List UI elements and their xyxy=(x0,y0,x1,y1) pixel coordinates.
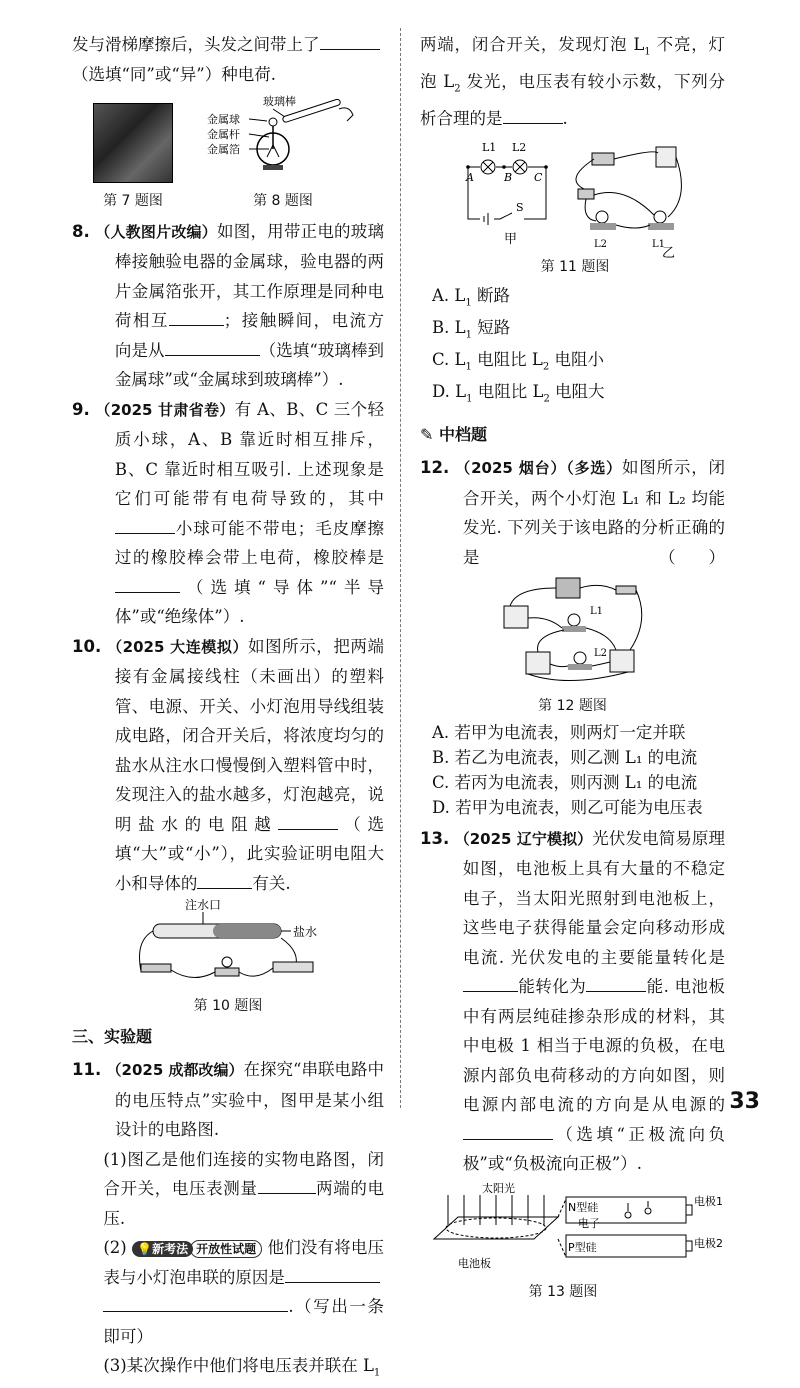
fig10-caption: 第 10 题图 xyxy=(193,997,263,1014)
label-p: P型硅 xyxy=(568,1240,597,1254)
q11-cont-text: 两端，闭合开关，发现灯泡 L xyxy=(420,35,645,54)
q7-text: 发与滑梯摩擦后，头发之间带上了 xyxy=(72,35,320,54)
right-column xyxy=(420,30,725,1302)
q9 xyxy=(72,395,384,632)
answer-blank xyxy=(586,973,646,992)
q9-number: 9. xyxy=(72,399,90,419)
q7-tail xyxy=(72,30,384,89)
q10 xyxy=(72,632,384,899)
section-medium xyxy=(420,420,725,450)
option-b: B. 若乙为电流表，则乙测 L₁ 的电流 xyxy=(432,747,698,767)
q7-hint: （选填“同”或“异”）种电荷. xyxy=(72,64,276,84)
label-brine: 盐水 xyxy=(293,925,318,939)
answer-blank xyxy=(278,811,338,830)
fig8 xyxy=(203,93,363,211)
label-n: N型硅 xyxy=(568,1200,599,1214)
q8-text: （选填“玻璃棒到金属球”或“金属球到玻璃棒”）. xyxy=(114,340,385,389)
label-inlet: 注水口 xyxy=(185,898,222,912)
page-number: 33 xyxy=(729,1089,760,1114)
fig11 xyxy=(460,139,725,277)
label-L2: L2 xyxy=(594,239,608,251)
brine-circuit-figure xyxy=(123,898,333,986)
q11-sub2-prefix: (2) xyxy=(103,1238,127,1257)
q13-text: 能转化为 xyxy=(517,977,587,997)
answer-blank xyxy=(115,515,175,534)
q11-sub3-text: (3)某次操作中他们将电压表并联在 L xyxy=(103,1356,374,1375)
answer-blank xyxy=(463,1121,553,1140)
label-L2: L2 xyxy=(593,648,607,660)
pencil-icon: ✎ xyxy=(420,424,434,444)
q11-text: 在探究“串联电路中的电压特点”实验中，图甲是某小组设计的电路图. xyxy=(114,1060,384,1139)
label-L1: L1 xyxy=(589,606,603,618)
q13-text: （选填“正极流向负极”或“负极流向正极”）. xyxy=(462,1124,725,1174)
subscript: 1 xyxy=(373,1367,381,1379)
label-L1: L1 xyxy=(482,141,497,155)
q11-cont-text: 不亮，灯泡 L xyxy=(420,35,726,91)
q12 xyxy=(420,453,725,572)
open-question-tag: 开放性试题 xyxy=(190,1240,262,1258)
label-electrode1: 电极1 xyxy=(694,1194,723,1208)
label-foil: 金属箔 xyxy=(207,143,240,156)
q11-sub1-text: (1)图乙是他们连接的实物电路图，闭合开关，电压表测量 xyxy=(103,1149,384,1198)
q11-sub2 xyxy=(72,1233,384,1351)
option-a: A. $L_1$ 断路 xyxy=(432,285,511,308)
fig12 xyxy=(420,574,725,716)
q11-sub3 xyxy=(72,1351,384,1388)
fig7-8 xyxy=(72,93,384,211)
answer-blank xyxy=(103,1293,288,1312)
answer-blank xyxy=(197,870,252,889)
label-B: B xyxy=(504,171,513,185)
q9-text: 有 A、B、C 三个轻质小球，A、B 靠近时相互排斥，B、C 靠近时相互吸引. 上述现象是它们可能带有电荷导致的，其中 xyxy=(114,399,384,508)
q11-cont-text: . xyxy=(562,108,568,128)
column-divider xyxy=(400,28,401,1108)
tag-new-text: 新考法 xyxy=(152,1241,189,1256)
option-a: A. 若甲为电流表，则两灯一定并联 xyxy=(432,722,686,742)
label-pole: 金属杆 xyxy=(207,128,240,141)
fig7 xyxy=(93,103,173,211)
q11-sub1 xyxy=(72,1145,384,1234)
q10-number: 10. xyxy=(72,636,102,656)
fig11-caption: 第 11 题图 xyxy=(540,258,610,275)
answer-paren: （ ） xyxy=(659,547,725,567)
left-column xyxy=(72,30,384,1388)
subscript: 1 xyxy=(644,46,651,58)
label-panel: 电池板 xyxy=(458,1256,491,1270)
option-b: B. $L_1$ 短路 xyxy=(432,317,511,341)
label-ball: 金属球 xyxy=(207,113,240,126)
q11-options xyxy=(420,283,725,412)
answer-blank xyxy=(115,574,180,593)
q10-text: 如图所示，把两端接有金属接线柱（未画出）的塑料管、电源、开关、小灯泡用导线组装成电路，闭合开关后，将浓度均匀的盐水从注水口慢慢倒入塑料管中时，发现注入的盐水越多，灯泡越亮，说明盐水的电阻越 xyxy=(114,636,384,834)
label-rod: 玻璃棒 xyxy=(263,95,296,108)
fig7-photo xyxy=(93,103,173,183)
label-S: S xyxy=(516,201,524,215)
label-yi: 乙 xyxy=(662,246,676,262)
q12-text: 如图所示，闭合开关，两个小灯泡 L₁ 和 L₂ 均能发光. 下列关于该电路的分析正确的是 xyxy=(462,458,726,567)
answer-blank xyxy=(503,105,563,124)
q8 xyxy=(72,217,384,395)
q11-sub2-text: 他们没有将电压表与小灯泡串联的原因是 xyxy=(103,1238,385,1287)
fig10 xyxy=(72,898,384,1016)
section-medium-text: 中档题 xyxy=(438,424,487,444)
label-jia: 甲 xyxy=(504,232,518,248)
q9-source: （2025 甘肃省卷） xyxy=(95,400,235,419)
q8-number: 8. xyxy=(72,221,90,241)
q13-text: 能. 电池板中有两层纯硅掺杂形成的材料，其中电极 1 相当于电源的负极，在电源内部负电荷移动的方向如图，则电源内部电流的方向是从电源的 xyxy=(462,977,725,1115)
option-c: C. 若丙为电流表，则丙测 L₁ 的电流 xyxy=(432,772,698,792)
q8-source: （人教图片改编） xyxy=(95,222,217,241)
q11-sub2-text: .（写出一条即可） xyxy=(103,1297,384,1346)
q11-sub1-text: 两端的电压. xyxy=(103,1179,385,1228)
q9-text: 小球可能不带电；毛皮摩擦过的橡胶棒会带上电荷，橡胶棒是 xyxy=(114,518,384,567)
answer-blank xyxy=(169,307,224,326)
label-L1: L1 xyxy=(652,239,666,251)
answer-blank xyxy=(285,1264,380,1283)
q12-options xyxy=(420,720,725,820)
answer-blank xyxy=(463,973,518,992)
section-experiments: 三、实验题 xyxy=(72,1026,153,1046)
answer-blank xyxy=(165,337,260,356)
label-C: C xyxy=(534,171,543,185)
q11-source: （2025 成都改编） xyxy=(106,1061,244,1079)
q12-source: （2025 烟台）（多选） xyxy=(455,459,622,478)
fig13 xyxy=(428,1181,725,1303)
q9-text: （选填“导体”“半导体”或“绝缘体”）. xyxy=(114,577,384,626)
q10-text: 有关. xyxy=(252,873,291,893)
q13-number: 13. xyxy=(420,828,450,848)
q12-number: 12. xyxy=(420,458,450,478)
q10-text: （选填“大”或“小”），此实验证明电阻大小和导体的 xyxy=(114,814,384,893)
label-A: A xyxy=(466,171,474,185)
label-sun: 太阳光 xyxy=(482,1181,515,1195)
q8-text: 如图，用带正电的玻璃棒接触验电器的金属球，验电器的两片金属箔张开，其工作原理是同种电荷相互 xyxy=(114,221,384,330)
answer-blank xyxy=(258,1175,316,1194)
fig7-caption: 第 7 题图 xyxy=(103,192,163,209)
q11-cont-text: 发光，电压表有较小示数，下列分析合理的是 xyxy=(420,71,726,128)
photovoltaic-figure xyxy=(428,1181,723,1273)
q11-continued xyxy=(420,30,725,133)
meters-circuit-figure xyxy=(498,574,648,686)
fig12-caption: 第 12 题图 xyxy=(538,697,607,714)
label-electron: 电子 xyxy=(578,1216,600,1230)
q10-source: （2025 大连模拟） xyxy=(107,637,249,656)
answer-blank xyxy=(320,31,380,50)
q11-number: 11. xyxy=(72,1060,102,1079)
option-d: D. $L_1$ 电阻比 $L_2$ 电阻大 xyxy=(432,382,605,405)
q13 xyxy=(420,824,725,1179)
option-c: C. $L_1$ 电阻比 $L_2$ 电阻小 xyxy=(432,350,604,373)
option-d: D. 若甲为电流表，则乙可能为电压表 xyxy=(432,797,703,817)
q13-source: （2025 辽宁模拟） xyxy=(454,829,593,848)
series-circuit-figure xyxy=(460,139,690,262)
fig8-caption: 第 8 题图 xyxy=(253,192,313,209)
q8-text: ；接触瞬间，电流方向是从 xyxy=(114,311,385,360)
fig13-caption: 第 13 题图 xyxy=(528,1284,598,1301)
q11 xyxy=(72,1055,384,1145)
label-L2: L2 xyxy=(512,141,527,155)
label-electrode2: 电极2 xyxy=(694,1236,723,1250)
new-method-tag xyxy=(132,1241,193,1257)
q13-text: 光伏发电简易原理如图，电池板上具有大量的不稳定电子，当太阳光照射到电池板上，这些电子获得能量会定向移动形成电流. 光伏发电的主要能量转化是 xyxy=(462,828,725,967)
lightbulb-icon: 💡 xyxy=(137,1241,153,1256)
subscript: 2 xyxy=(454,83,461,95)
electroscope-figure xyxy=(203,93,363,181)
